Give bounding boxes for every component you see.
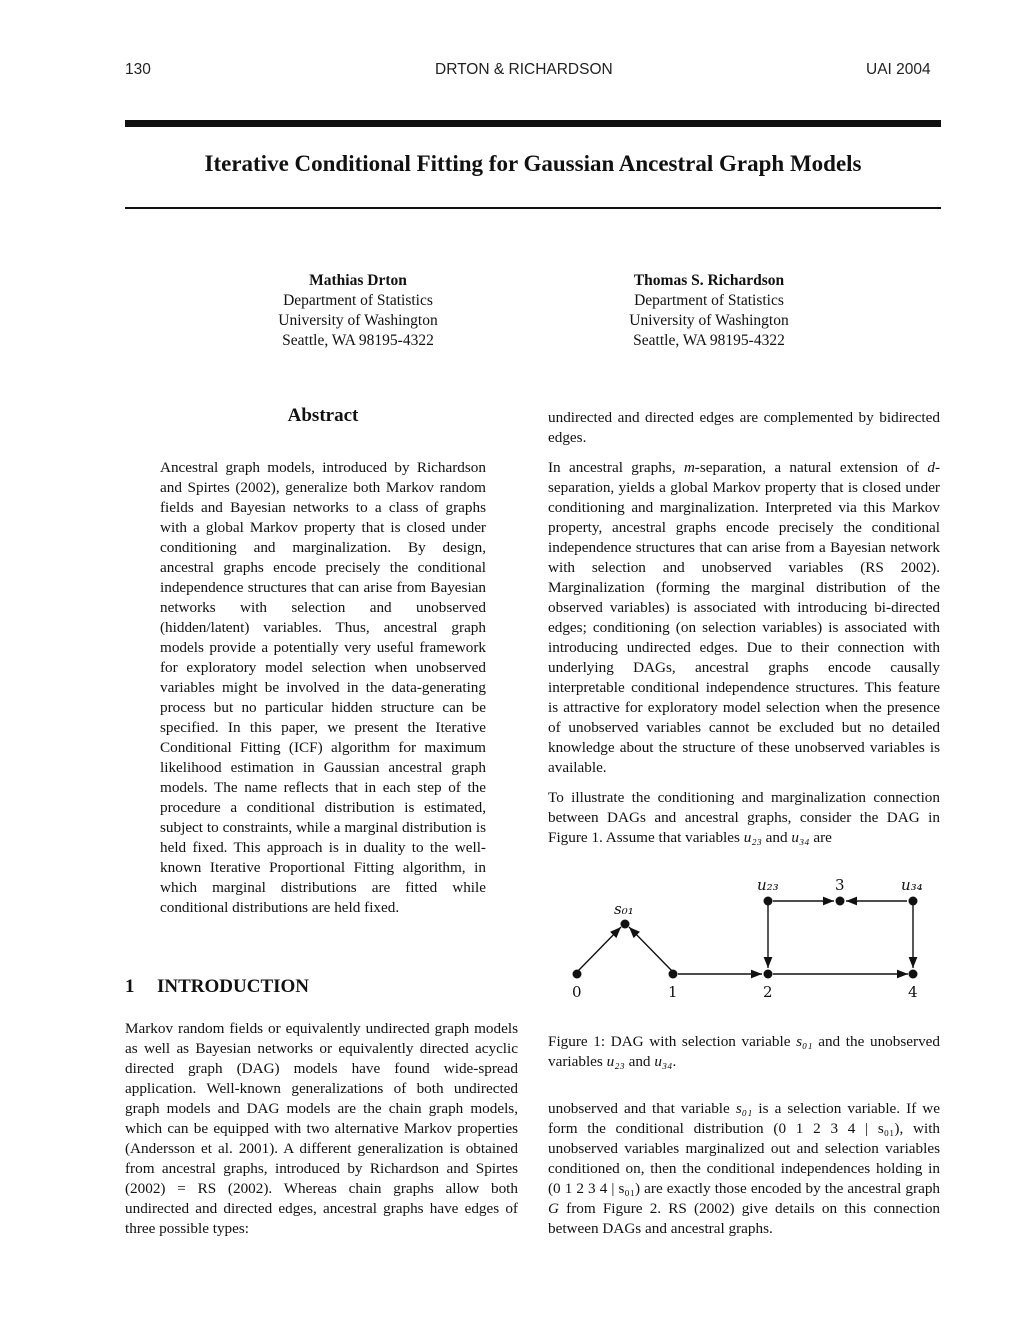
caption-text: Figure 1: DAG with selection variable s₀₁ and the unobserved variables u₂₃ and u₃₄. <box>548 1033 940 1070</box>
node-2 <box>764 970 773 979</box>
node-4 <box>909 970 918 979</box>
abstract-text: Ancestral graph models, introduced by Richardson and Spirtes (2002), generalize both Markov random fields and Bayesian networks to a class of graphs with a global Markov property that is closed under conditioning and marginalization. By design, ancestral graphs encode precisely the conditional independence structures that can arise from Bayesian networks with selection and unobserved (hidden/latent) variables. Thus, ancestral graph models provide a potentially very useful framework for exploratory model selection when unobserved variables might be involved in the data-generating process but no particular hidden structure can be specified. In this paper, we present the Iterative Conditional Fitting (ICF) algorithm for maximum likelihood estimation in Gaussian ancestral graph models. The name reflects that in each step of the procedure a conditional distribution is estimated, subject to constraints, while a marginal distribution is held fixed. This approach is in duality to the well-known Iterative Proportional Fitting algorithm, in which marginal distributions are fitted while conditional distributions are held fixed. <box>160 459 486 916</box>
paper-title: Iterative Conditional Fitting for Gaussian Ancestral Graph Models <box>204 151 862 176</box>
author-block-2 <box>559 271 859 351</box>
author-department: Department of Statistics <box>634 292 784 309</box>
intro-paragraph: Markov random fields or equivalently undirected graph models as well as Bayesian networks or equivalently directed acyclic directed graph (DAG) models have found wide-spread application. Well-known generalizations of both undirected graph models and DAG models are the chain graph models, which can be equipped with two alternative Markov properties (Andersson et al. 2001). A different generalization is obtained from ancestral graphs, introduced by Richardson and Spirtes (2002) = RS (2002). Whereas chain graphs allow both undirected and directed edges, ancestral graphs have edges of three possible types: <box>125 1020 518 1237</box>
figure-1-caption <box>548 1032 940 1082</box>
running-title: DRTON & RICHARDSON <box>435 61 613 78</box>
abstract-heading: Abstract <box>287 405 359 426</box>
label-1: 1 <box>668 983 678 1001</box>
paragraph-conditional: unobserved and that variable s₀₁ is a selection variable. If we form the conditional distribution (0 1 2 3 4 | s₀₁), with unobserved variables marginalized out and selection variables conditioned on, then the conditional independences holding in (0 1 2 3 4 | s₀₁) are exactly those encoded by the ancestral graph G from Figure 2. RS (2002) give details on this connection between DAGs and ancestral graphs. <box>548 1100 941 1237</box>
intro-body <box>125 1019 518 1249</box>
paragraph-m-separation: In ancestral graphs, m-separation, a natural extension of d-separation, yields a global Markov property that is closed under conditioning and marginalization. Interpreted via this Markov property, ancestral graphs encode precisely the conditional independence structures that can arise from a Bayesian network with selection and unobserved variables (RS 2002). Marginalization (forming the marginal distribution of the observed variables) is associated with introducing bi-directed edges; conditioning (on selection variables) is associated with introducing undirected edges. Due to their connection with underlying DAGs, ancestral graphs encode causally interpretable conditional independence structures. This feature is attractive for exploratory model selection when the presence of unobserved variables cannot be excluded but no detailed knowledge about the structure of these unobserved variables is available. <box>548 459 941 776</box>
section-heading <box>125 976 309 998</box>
dag-diagram <box>548 868 940 1008</box>
edge-0-s01 <box>577 927 621 972</box>
edge-1-s01 <box>629 927 673 972</box>
title-top-rule <box>125 120 941 127</box>
label-u34: u₃₄ <box>901 876 923 894</box>
label-s01: s₀₁ <box>614 900 634 918</box>
label-u23: u₂₃ <box>757 876 779 894</box>
figure-1 <box>548 868 940 1013</box>
right-column-bottom <box>548 1099 940 1249</box>
node-u34 <box>909 897 918 906</box>
label-0: 0 <box>572 983 582 1001</box>
author-block-1 <box>208 271 508 351</box>
author-university: University of Washington <box>278 312 438 329</box>
author-department: Department of Statistics <box>283 292 433 309</box>
title-bottom-rule <box>125 207 941 209</box>
author-name: Thomas S. Richardson <box>633 272 785 289</box>
label-4: 4 <box>908 983 918 1001</box>
author-university: University of Washington <box>629 312 789 329</box>
right-column-top <box>548 408 940 858</box>
venue: UAI 2004 <box>866 61 931 78</box>
paragraph-illustrate: To illustrate the conditioning and marginalization connection between DAGs and ancestral graphs, consider the DAG in Figure 1. Assume that variables u₂₃ and u₃₄ are <box>548 789 940 846</box>
abstract-body <box>160 458 486 928</box>
author-name: Mathias Drton <box>309 272 407 289</box>
node-0 <box>573 970 582 979</box>
section-title: INTRODUCTION <box>157 976 310 997</box>
node-u23 <box>764 897 773 906</box>
node-s01 <box>621 920 630 929</box>
paragraph-bidirected: undirected and directed edges are complemented by bidirected edges. <box>548 409 940 446</box>
label-2: 2 <box>763 983 773 1001</box>
node-1 <box>669 970 678 979</box>
node-3 <box>836 897 845 906</box>
author-address: Seattle, WA 98195-4322 <box>633 332 785 349</box>
page-number: 130 <box>125 61 151 78</box>
section-number: 1 <box>125 976 135 997</box>
author-address: Seattle, WA 98195-4322 <box>282 332 434 349</box>
label-3: 3 <box>835 876 845 894</box>
